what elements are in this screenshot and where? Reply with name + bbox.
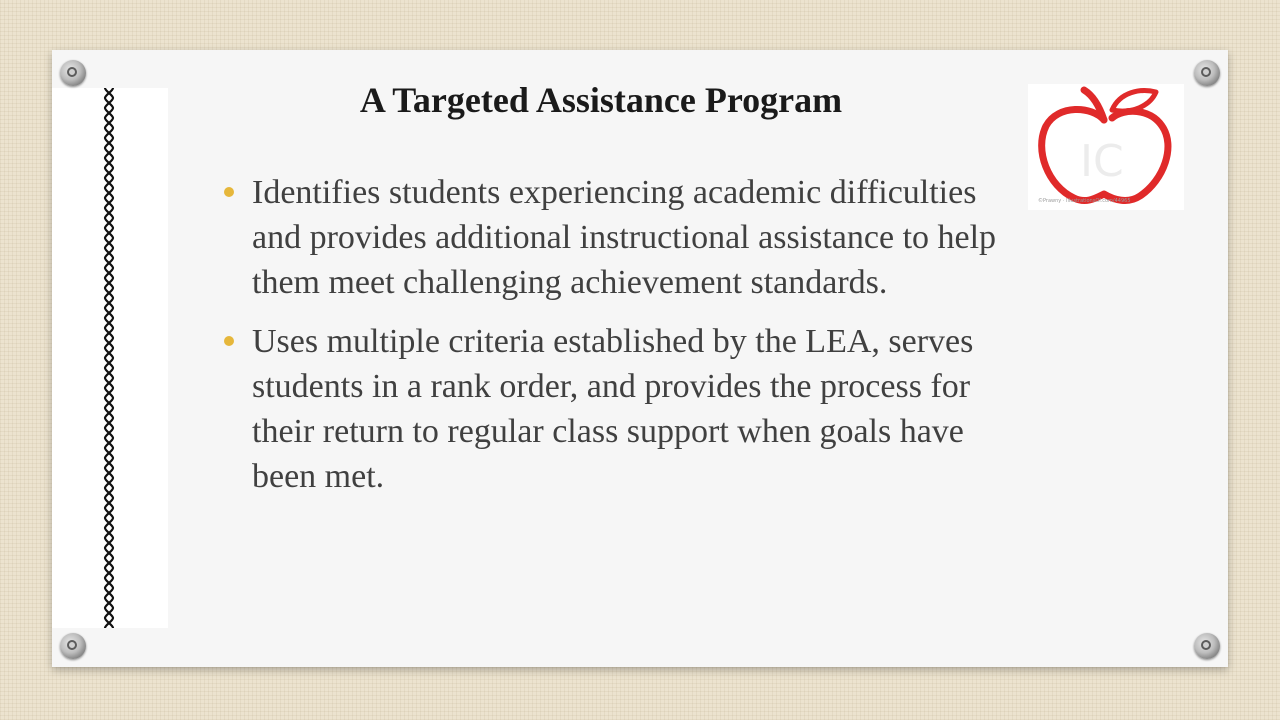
bullet-item <box>222 319 1002 499</box>
bullet-dot-icon <box>224 336 234 346</box>
apple-icon <box>1028 84 1184 210</box>
pushpin-icon <box>60 60 86 86</box>
bullet-dot-icon <box>224 187 234 197</box>
bullet-text: Uses multiple criteria established by the LEA, serves students in a rank order, and provides the process for their return to regular class support when goals have been met. <box>252 323 974 495</box>
image-credit: ©Prawny · IllustrationsOf.com/44965 <box>1038 198 1131 204</box>
svg-text:IC: IC <box>1080 136 1124 187</box>
pushpin-icon <box>1194 60 1220 86</box>
pushpin-icon <box>1194 633 1220 659</box>
pushpin-icon <box>60 633 86 659</box>
slide <box>52 50 1228 667</box>
decorative-border-panel <box>52 88 168 628</box>
rope-border-icon <box>102 88 116 628</box>
apple-image <box>1028 84 1184 210</box>
bullet-item <box>222 170 1002 305</box>
slide-title: A Targeted Assistance Program <box>359 80 843 120</box>
bullet-list <box>222 170 1002 513</box>
bullet-text: Identifies students experiencing academic difficulties and provides additional instructional assistance to help them meet challenging achievement standards. <box>252 174 997 301</box>
